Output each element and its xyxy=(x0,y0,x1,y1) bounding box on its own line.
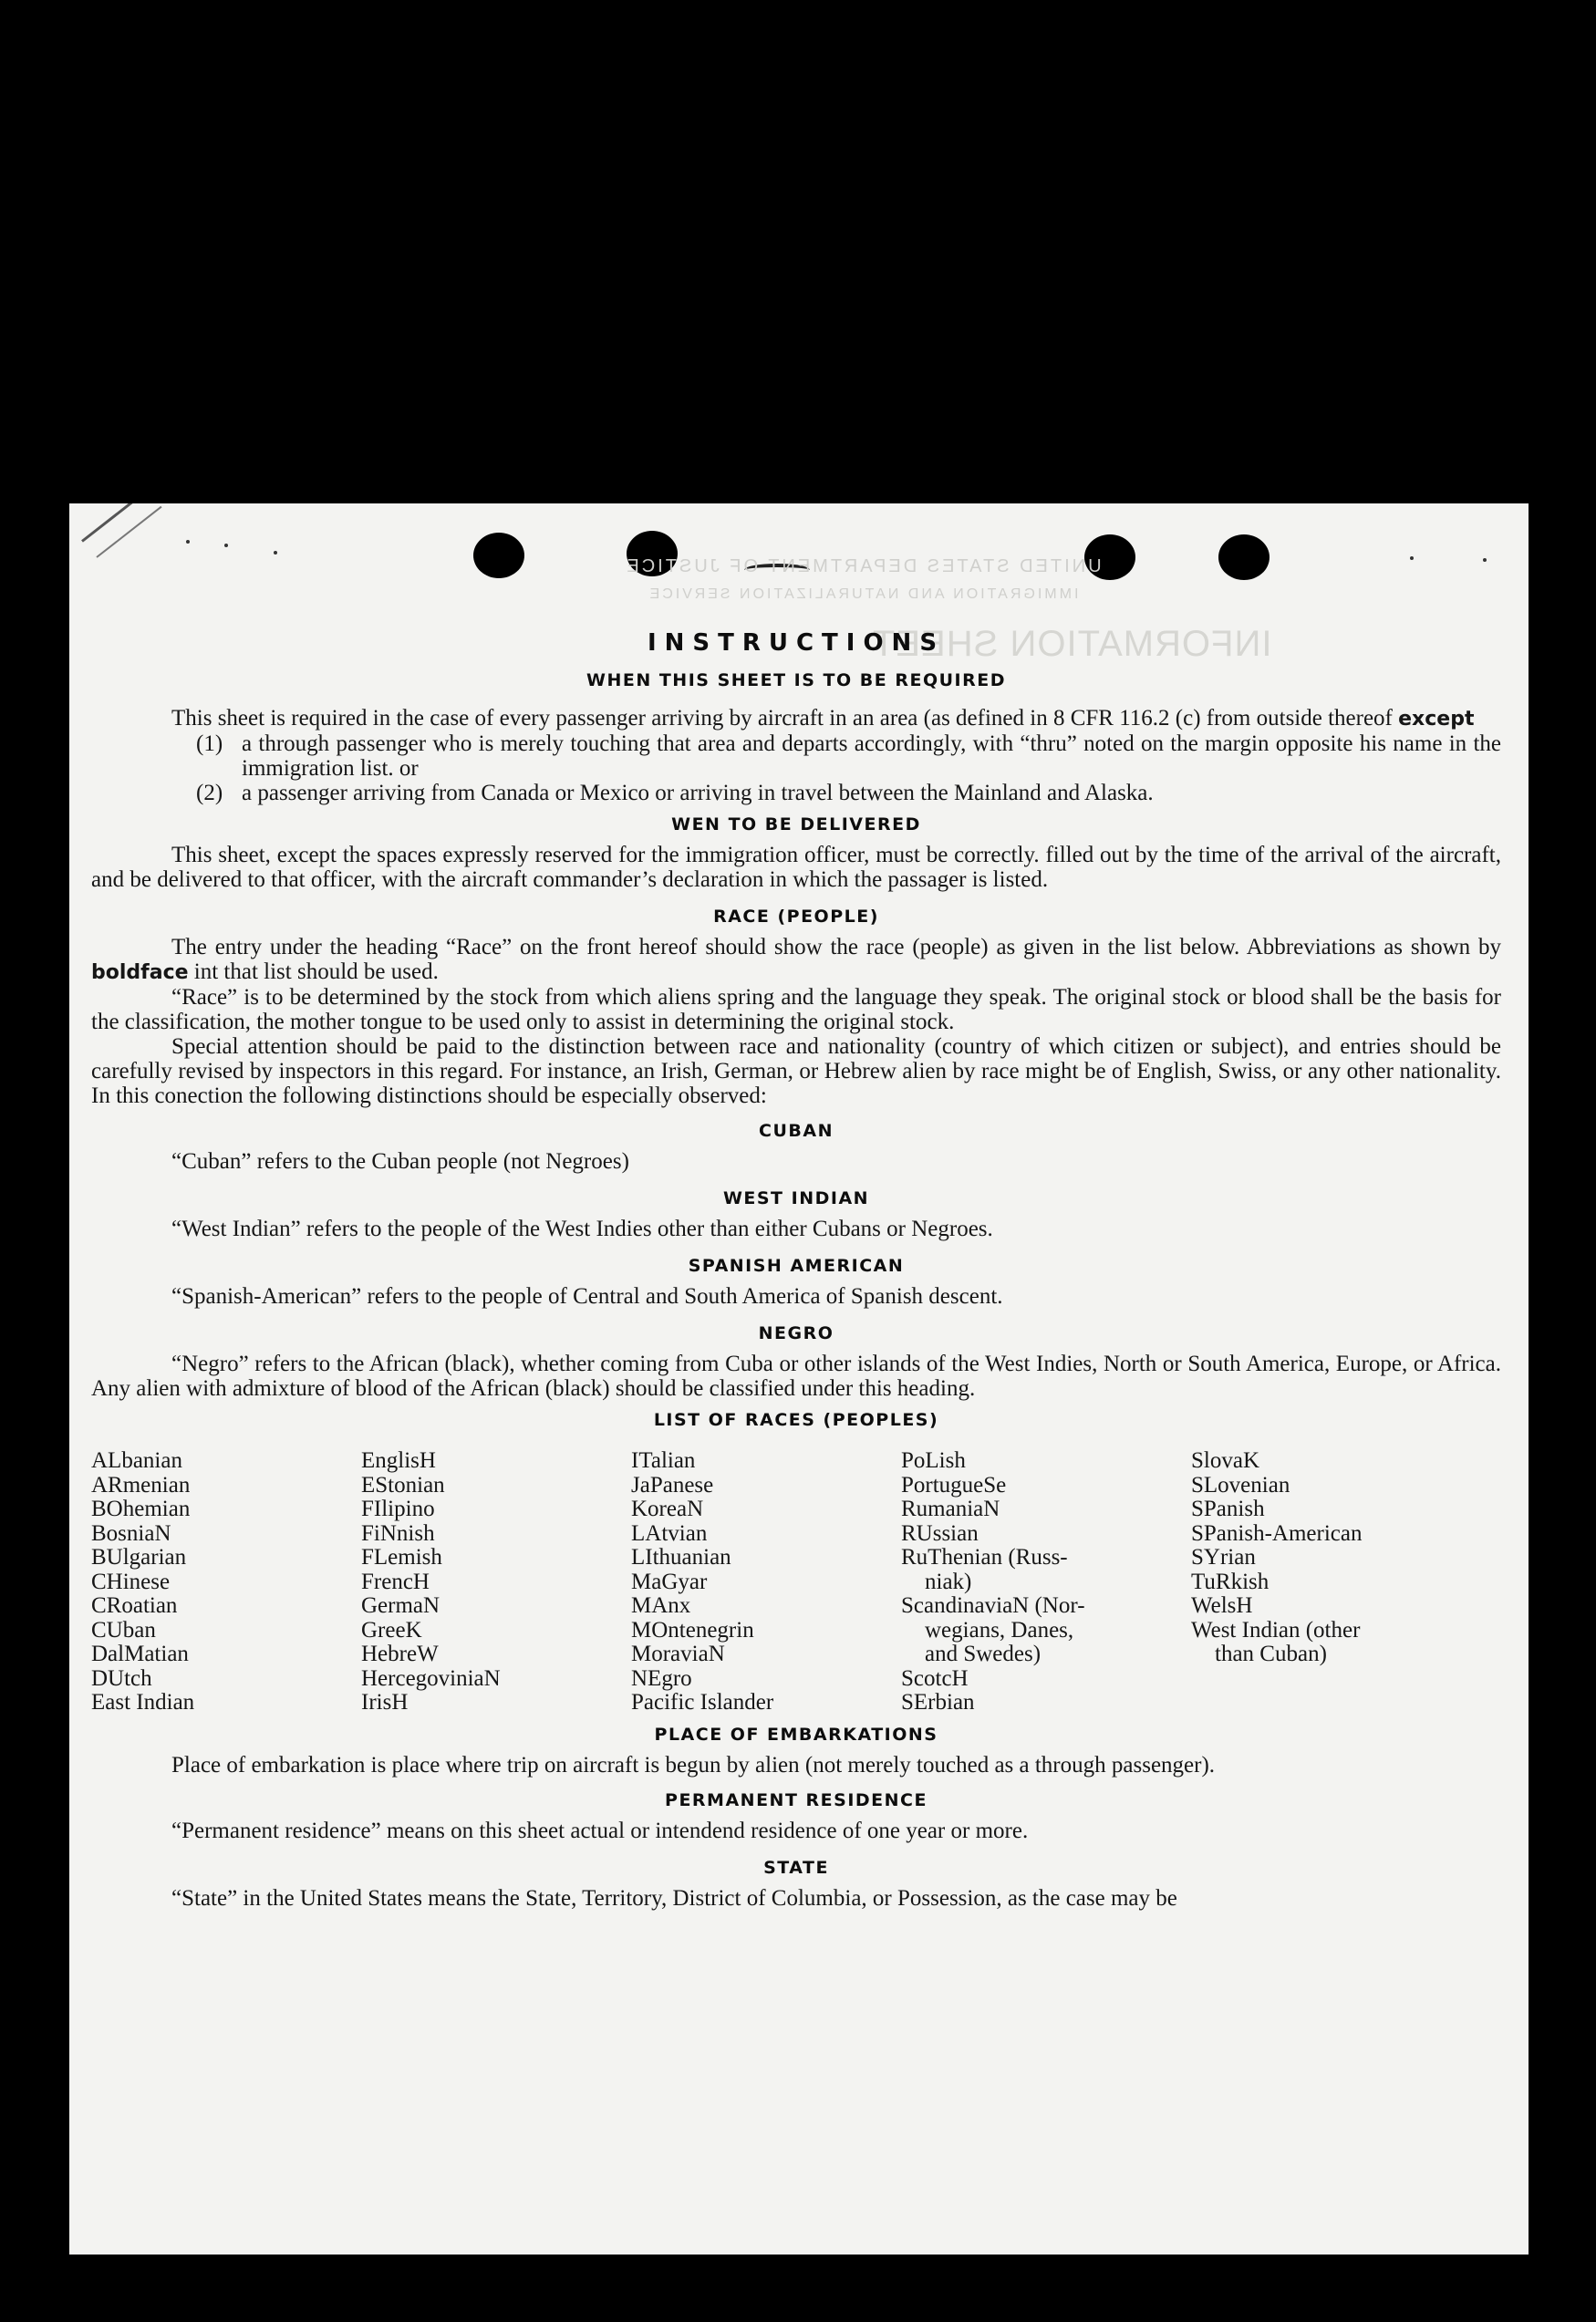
race-entry: TuRkish xyxy=(1191,1569,1270,1594)
race-entry: CRoatian xyxy=(91,1593,178,1618)
section-title-west-indian: WEST INDIAN xyxy=(722,1188,870,1208)
race-entry: HebreW xyxy=(361,1642,439,1666)
race-entry: SPanish-American xyxy=(1191,1520,1363,1546)
race-entry: ALbanian xyxy=(91,1448,182,1473)
race-entry: HercegoviniaN xyxy=(361,1665,501,1691)
race-entry: FrencH xyxy=(361,1569,430,1594)
speck xyxy=(1483,558,1487,562)
section-title-list-of-races: LIST OF RACES (PEOPLES) xyxy=(653,1410,939,1430)
section-title-when-required: WHEN THIS SHEET IS TO BE REQUIRED xyxy=(586,670,1006,690)
speck xyxy=(186,540,190,544)
race-entry: FIlipino xyxy=(361,1497,435,1521)
races-list xyxy=(91,1449,1501,1716)
instructions-body xyxy=(91,631,1501,1911)
race-entry: BUlgarian xyxy=(91,1545,187,1570)
paragraph-spanish-american: “Spanish-American” refers to the people of Central and South America of Spanish descent. xyxy=(171,1284,1003,1309)
paragraph-embarkation: Place of embarkation is place where trip on aircraft is begun by alien (not merely touched as a through passenger). xyxy=(171,1752,1216,1778)
race-entry: RUssian xyxy=(901,1520,979,1546)
section-title-negro: NEGRO xyxy=(758,1323,834,1343)
race-entry: RumaniaN xyxy=(901,1497,1000,1521)
race-entry: FiNnish xyxy=(361,1520,435,1546)
race-entry: SlovaK xyxy=(1191,1448,1259,1473)
paragraph-race-3: Special attention should be paid to the distinction between race and nationality (country of which citizen or subject), and entries should be carefully revised by inspectors in this regard. For instance, an Irish, German, or Hebrew alien by race might be of English, Swiss, or any other nationality. In this conection the following distinctions should be especially observed: xyxy=(91,1034,1501,1108)
races-column-3 xyxy=(631,1449,901,1716)
race-entry: ARmenian xyxy=(91,1472,191,1498)
race-entry: LAtvian xyxy=(631,1520,708,1546)
race-entry: ScandinaviaN (Nor- xyxy=(901,1593,1085,1618)
bleed-header-line1: UNITED STATES DEPARTMENT OF JUSTICE xyxy=(624,556,1102,576)
paragraph-permanent-residence: “Permanent residence” means on this sheet actual or intendend residence of one year or more. xyxy=(171,1818,1029,1843)
paragraph-state: “State” in the United States means the State, Territory, District of Columbia, or Possession, as the case may be xyxy=(171,1885,1177,1911)
speck xyxy=(224,544,228,547)
list-item xyxy=(91,731,1501,781)
scratch-mark-2 xyxy=(96,506,161,558)
race-entry: Pacific Islander xyxy=(631,1690,774,1715)
race-entry: ScotcH xyxy=(901,1665,969,1691)
race-entry: MAnx xyxy=(631,1593,691,1618)
race-entry-continued: wegians, Danes, xyxy=(925,1617,1074,1643)
race-entry: GermaN xyxy=(361,1593,440,1618)
bleed-header-line2: IMMIGRATION AND NATURALIZATION SERVICE xyxy=(647,586,1079,602)
paragraph-delivered: This sheet, except the spaces expressly reserved for the immigration officer, must be correctly. filled out by the time of the arrival of the aircraft, and be delivered to that officer, with the aircraft commander’s declaration in which the passager is listed. xyxy=(91,843,1501,892)
race-entry: RuThenian (Russ- xyxy=(901,1545,1068,1570)
page-title: INSTRUCTIONS xyxy=(647,629,946,657)
race-entry: EnglisH xyxy=(361,1448,436,1473)
punch-hole-4 xyxy=(1218,534,1270,580)
race-entry: GreeK xyxy=(361,1617,422,1643)
race-entry: FLemish xyxy=(361,1545,442,1570)
section-title-cuban: CUBAN xyxy=(759,1121,834,1141)
race-entry: BOhemian xyxy=(91,1497,191,1521)
paragraph-text: The entry under the heading “Race” on the front hereof should show the race (people) as given in the list below. Abbreviations as shown by xyxy=(171,935,1501,959)
race-entry: KoreaN xyxy=(631,1497,704,1521)
emphasis-except: except xyxy=(1398,708,1475,731)
section-title-race: RACE (PEOPLE) xyxy=(713,907,879,927)
paragraph-negro: “Negro” refers to the African (black), whether coming from Cuba or other islands of the West Indies, North or South America, Europe, or Africa. Any alien with admixture of blood of the African (black) should be classified under this heading. xyxy=(91,1352,1501,1401)
punch-hole-1 xyxy=(473,533,524,578)
races-column-1 xyxy=(91,1449,361,1716)
race-entry: ITalian xyxy=(631,1448,696,1473)
speck xyxy=(274,551,277,555)
paragraph-text: int that list should be used. xyxy=(188,959,439,984)
race-entry: CHinese xyxy=(91,1569,171,1594)
paragraph-race-1 xyxy=(91,935,1501,985)
race-entry: LIthuanian xyxy=(631,1545,731,1570)
race-entry: SPanish xyxy=(1191,1497,1265,1521)
race-entry: East Indian xyxy=(91,1690,195,1715)
emphasis-boldface: boldface xyxy=(91,961,189,984)
races-column-2 xyxy=(361,1449,631,1716)
race-entry: MoraviaN xyxy=(631,1642,725,1666)
paragraph-cuban: “Cuban” refers to the Cuban people (not Negroes) xyxy=(171,1149,629,1174)
race-entry-continued: niak) xyxy=(925,1569,972,1594)
item-text: a passenger arriving from Canada or Mexico or arriving in travel between the Mainland and Alaska. xyxy=(242,781,1154,805)
races-column-5 xyxy=(1191,1449,1465,1716)
race-entry: PoLish xyxy=(901,1448,966,1473)
race-entry: West Indian (other xyxy=(1191,1617,1361,1643)
race-entry: NEgro xyxy=(631,1665,692,1691)
race-entry: SYrian xyxy=(1191,1545,1256,1570)
race-entry-continued: and Swedes) xyxy=(925,1642,1042,1666)
item-number: (1) xyxy=(196,731,223,756)
race-entry: DalMatian xyxy=(91,1642,189,1666)
race-entry: MaGyar xyxy=(631,1569,708,1594)
race-entry-continued: than Cuban) xyxy=(1215,1642,1327,1666)
section-title-state: STATE xyxy=(763,1857,829,1878)
race-entry: EStonian xyxy=(361,1472,445,1498)
race-entry: CUban xyxy=(91,1617,156,1643)
bleed-through-header xyxy=(544,556,1182,603)
paragraph-text: This sheet is required in the case of every passenger arriving by aircraft in an area (as defined in 8 CFR 116.2 (c) from outside thereof xyxy=(171,706,1399,731)
speck xyxy=(1410,556,1414,560)
race-entry: SLovenian xyxy=(1191,1472,1290,1498)
race-entry: DUtch xyxy=(91,1665,152,1691)
bleed-through-title: INFORMATION SHEET xyxy=(872,624,1272,664)
item-text: a through passenger who is merely touching that area and departs accordingly, with “thru” noted on the margin opposite his name in the immigration list. or xyxy=(242,731,1501,781)
paragraph-west-indian: “West Indian” refers to the people of the West Indies other than either Cubans or Negroes. xyxy=(171,1217,993,1241)
race-entry: SErbian xyxy=(901,1690,975,1715)
race-entry: BosniaN xyxy=(91,1520,171,1546)
races-column-4 xyxy=(901,1449,1191,1716)
item-number: (2) xyxy=(196,781,223,805)
list-item xyxy=(91,781,1501,805)
section-title-delivered: WEN TO BE DELIVERED xyxy=(671,814,921,834)
race-entry: JaPanese xyxy=(631,1472,714,1498)
paragraph-when-required xyxy=(91,706,1501,731)
section-title-embarkation: PLACE OF EMBARKATIONS xyxy=(654,1724,938,1745)
race-entry: PortugueSe xyxy=(901,1472,1007,1498)
paragraph-race-2: “Race” is to be determined by the stock from which aliens spring and the language they speak. The original stock or blood shall be the basis for the classification, the mother tongue to be used only to assist in determining the original stock. xyxy=(91,985,1501,1034)
section-title-permanent-residence: PERMANENT RESIDENCE xyxy=(665,1789,928,1810)
race-entry: IrisH xyxy=(361,1690,409,1715)
section-title-spanish-american: SPANISH AMERICAN xyxy=(688,1256,905,1276)
document-sheet xyxy=(69,503,1529,2255)
race-entry: MOntenegrin xyxy=(631,1617,754,1643)
race-entry: WelsH xyxy=(1191,1593,1253,1618)
